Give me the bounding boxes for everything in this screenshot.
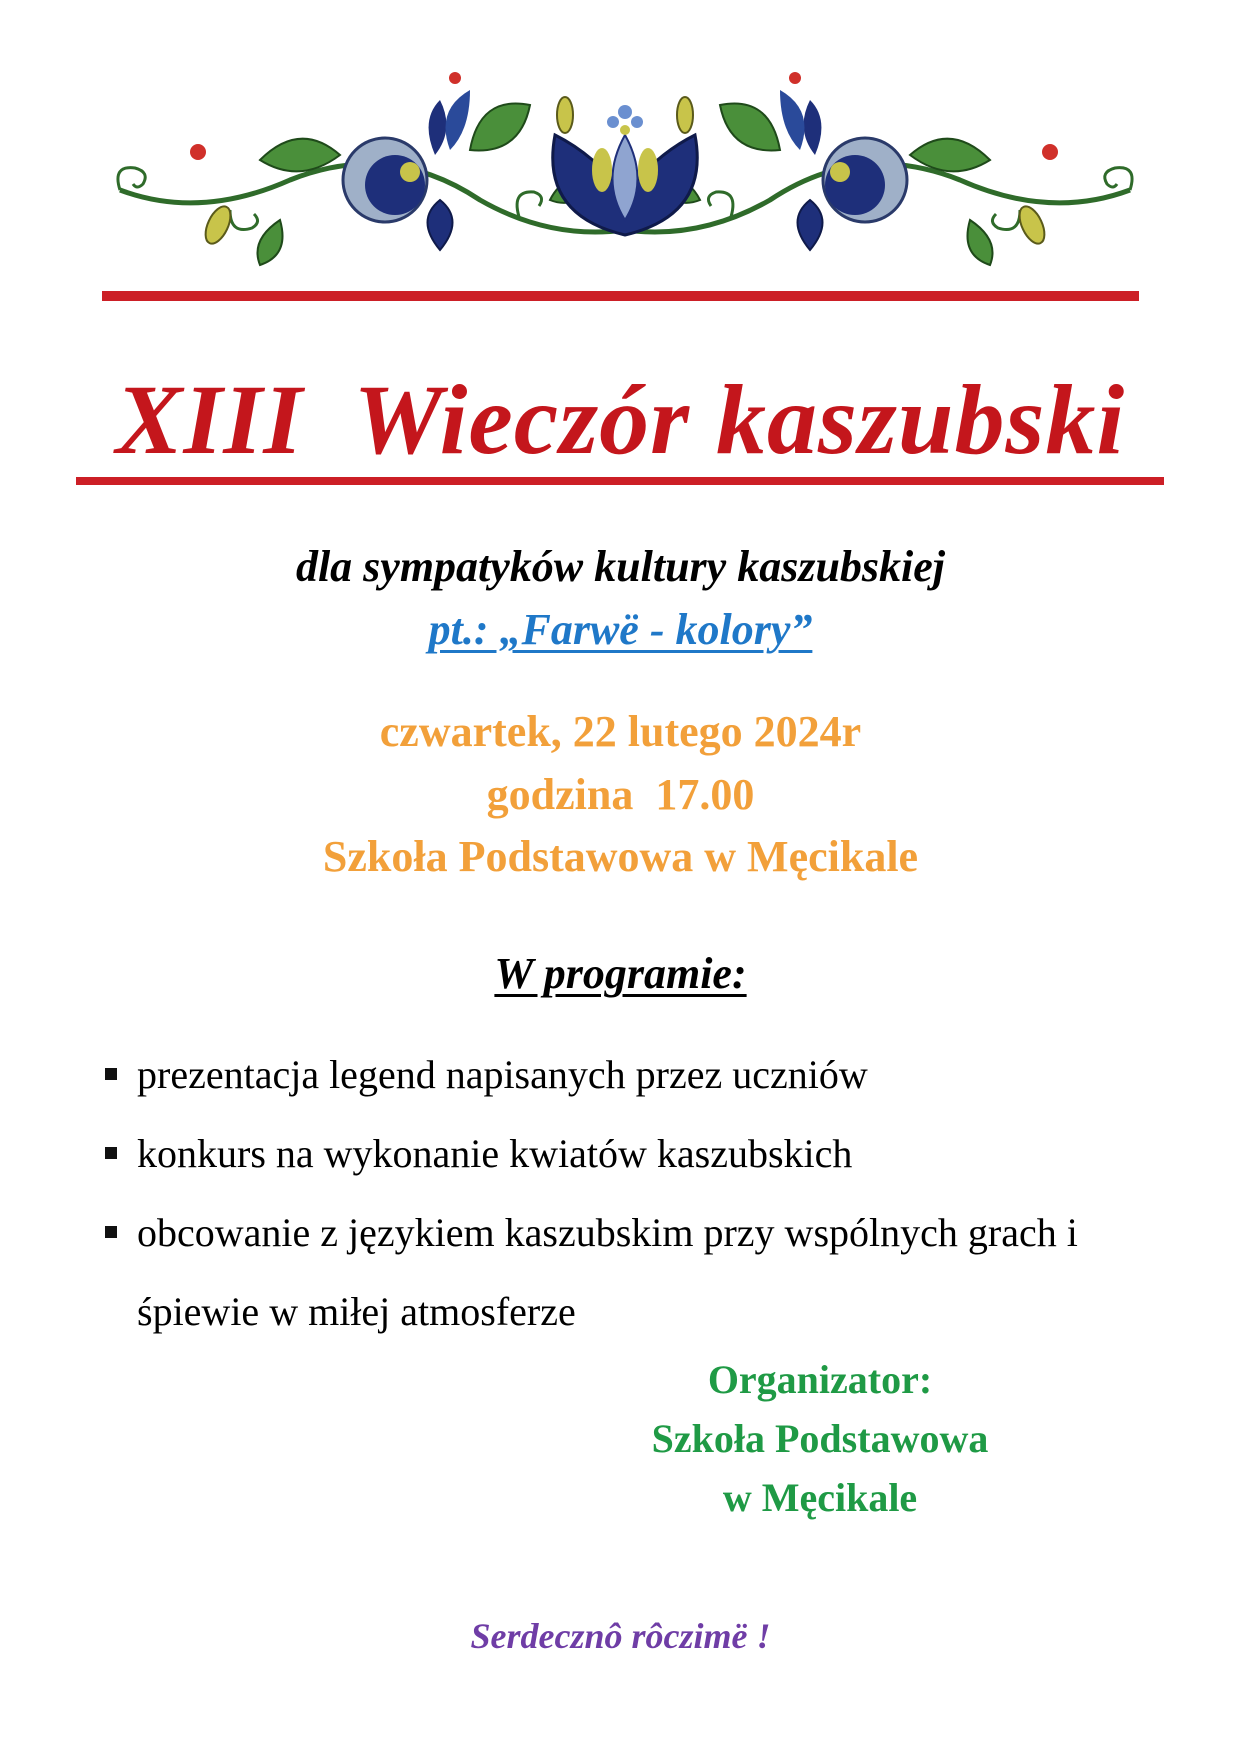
- organizer-name: Szkoła Podstawowa: [651, 1416, 989, 1461]
- page-title: XIII Wieczór kaszubski: [115, 364, 1126, 475]
- program-item-text: prezentacja legend napisanych przez uczniów: [137, 1052, 868, 1097]
- program-item-text: konkurs na wykonanie kwiatów kaszubskich: [137, 1131, 853, 1176]
- program-heading: [0, 949, 1241, 998]
- event-time: godzina 17.00: [486, 770, 755, 819]
- top-divider: [102, 291, 1139, 301]
- title-underline: [76, 477, 1164, 485]
- program-heading-text: W programie:: [494, 949, 747, 998]
- program-item: [100, 1114, 1160, 1193]
- program-item: [100, 1035, 1160, 1114]
- greeting: Serdecznô rôczimë !: [470, 1616, 771, 1656]
- program-list: [100, 1035, 1160, 1351]
- event-topic-text: pt.: „Farwë - kolory”: [428, 605, 813, 654]
- bullet-icon: [105, 1068, 117, 1080]
- organizer-location: w Męcikale: [722, 1475, 918, 1520]
- program-item-text: obcowanie z językiem kaszubskim przy wspólnych grach i śpiewie w miłej atmosferze: [137, 1210, 1078, 1334]
- program-item: [100, 1193, 1160, 1351]
- subtitle: dla sympatyków kultury kaszubskiej: [295, 542, 946, 591]
- organizer-label: Organizator:: [707, 1357, 933, 1402]
- organizer-block: [590, 1350, 1050, 1527]
- event-place: Szkoła Podstawowa w Męcikale: [322, 832, 919, 881]
- bullet-icon: [105, 1226, 117, 1238]
- bullet-icon: [105, 1147, 117, 1159]
- kashubian-floral-ornament: [110, 60, 1140, 270]
- event-date: czwartek, 22 lutego 2024r: [379, 707, 862, 756]
- event-topic: [0, 605, 1241, 654]
